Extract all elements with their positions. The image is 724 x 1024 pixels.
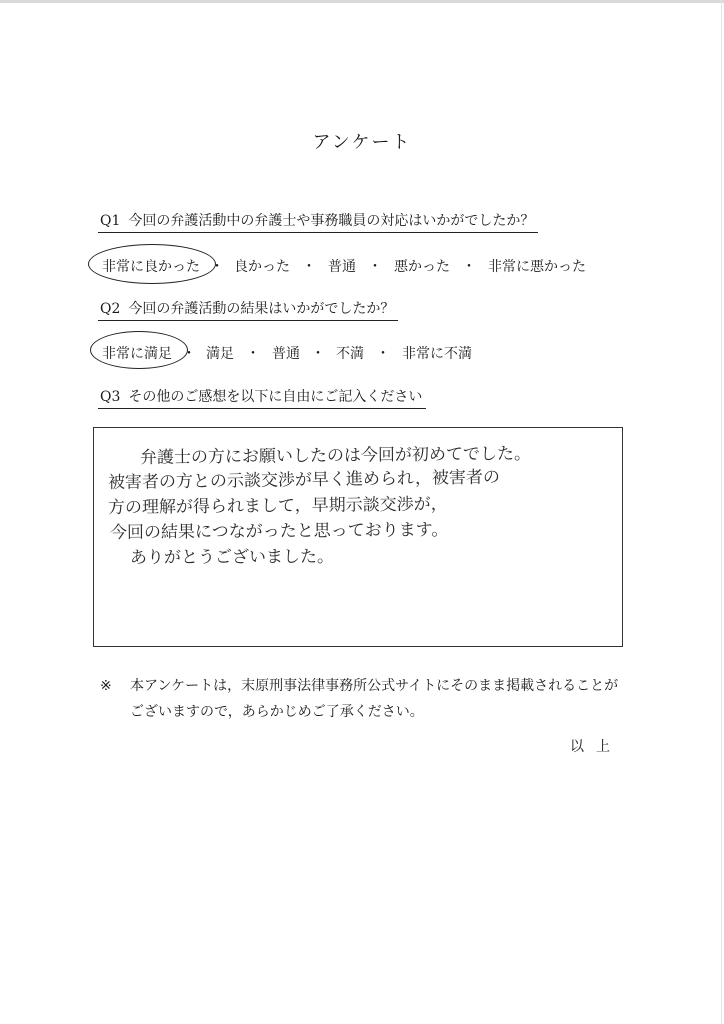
option-very-bad[interactable]	[488, 256, 586, 276]
option-label: 不満	[336, 346, 364, 362]
question-underline	[98, 232, 538, 233]
option-label: 満足	[206, 346, 234, 362]
option-very-good[interactable]	[102, 256, 200, 276]
question-id: Q1	[100, 213, 121, 229]
answer-line: ありがとうございました。	[129, 546, 335, 568]
note-text: 本アンケートは，末原刑事法律事務所公式サイトにそのまま掲載されることがございますので，あらかじめご了承ください。	[130, 678, 619, 720]
question-underline	[98, 408, 426, 409]
option-label: 普通	[272, 346, 300, 362]
question-3-label	[100, 386, 422, 406]
question-text: 今回の弁護活動中の弁護士や事務職員の対応はいかがでしたか？	[128, 213, 535, 229]
option-very-unsatisfied[interactable]	[402, 343, 472, 363]
option-label: 普通	[328, 259, 356, 275]
answer-line: 弁護士の方にお願いしたのは今回が初めてでした。	[139, 443, 532, 468]
option-bad[interactable]	[394, 256, 450, 276]
option-separator: ・	[376, 346, 390, 362]
option-label: 非常に良かった	[102, 259, 200, 275]
question-1-label	[100, 210, 534, 230]
question-id: Q3	[100, 389, 121, 405]
note-mark: ※	[100, 678, 112, 694]
option-separator: ・	[182, 346, 196, 362]
option-separator: ・	[246, 346, 260, 362]
question-1-options	[102, 256, 586, 276]
question-2-label	[100, 298, 394, 318]
option-label: 良かった	[234, 259, 290, 275]
answer-line: 被害者の方との示談交渉が早く進められ，被害者の	[107, 467, 501, 493]
answer-line: 今回の結果につながったと思っております。	[109, 520, 449, 543]
option-neutral[interactable]	[272, 343, 300, 363]
question-text: 今回の弁護活動の結果はいかがでしたか？	[128, 301, 395, 317]
option-neutral[interactable]	[328, 256, 356, 276]
question-text: その他のご感想を以下に自由にご記入ください	[128, 389, 423, 405]
option-good[interactable]	[234, 256, 290, 276]
option-label: 非常に不満	[402, 346, 472, 362]
option-label: 非常に満足	[102, 346, 172, 362]
handwritten-answer	[107, 443, 608, 571]
selection-circle	[88, 244, 216, 284]
selection-circle	[90, 331, 188, 369]
option-separator: ・	[368, 259, 382, 275]
option-label: 悪かった	[394, 259, 450, 275]
option-separator: ・	[210, 259, 224, 275]
question-underline	[98, 320, 398, 321]
option-separator: ・	[462, 259, 476, 275]
option-separator: ・	[302, 259, 316, 275]
scan-edge	[0, 0, 724, 3]
option-unsatisfied[interactable]	[336, 343, 364, 363]
option-separator: ・	[311, 346, 325, 362]
answer-line: 方の理解が得られまして，早期示談交渉が，	[107, 494, 448, 518]
option-label: 非常に悪かった	[488, 259, 586, 275]
question-2-options	[102, 343, 472, 363]
option-very-satisfied[interactable]	[102, 343, 172, 363]
closing-mark: 以上	[570, 739, 622, 755]
page-title: アンケート	[312, 132, 412, 153]
question-id: Q2	[100, 301, 121, 317]
option-satisfied[interactable]	[206, 343, 234, 363]
